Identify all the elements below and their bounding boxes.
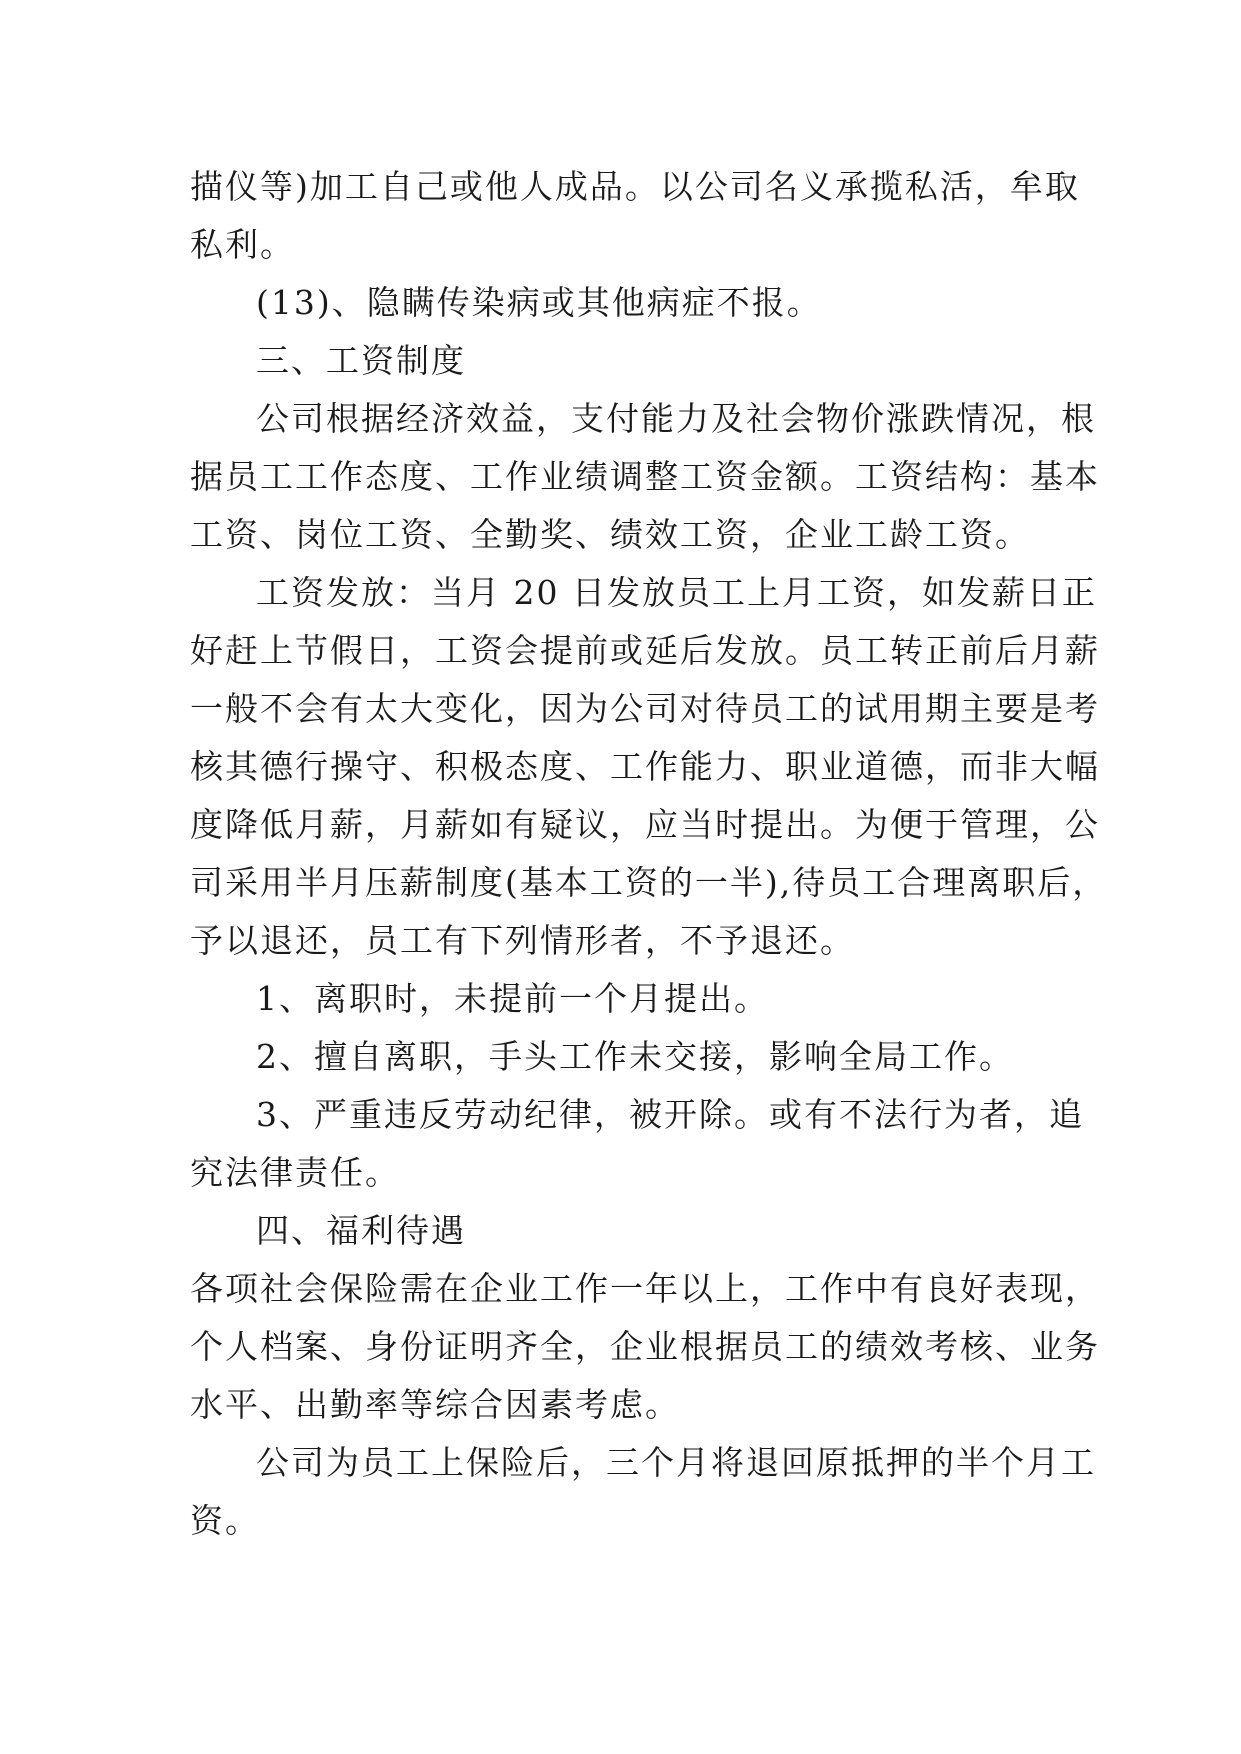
text-line: 好赶上节假日，工资会提前或延后发放。员工转正前后月薪 [190,631,1100,670]
text-line: 核其德行操守、积极态度、工作能力、职业道德，而非大幅 [190,747,1100,786]
text-line: 各项社会保险需在企业工作一年以上，工作中有良好表现， [190,1269,1100,1308]
text-line: 工资发放：当月 20 日发放员工上月工资，如发薪日正 [256,573,1097,612]
text-line: 司采用半月压薪制度(基本工资的一半),待员工合理离职后， [190,863,1108,902]
text-line: 个人档案、身份证明齐全，企业根据员工的绩效考核、业务 [190,1327,1100,1366]
text-line: 私利。 [190,225,295,264]
text-line: 工资、岗位工资、全勤奖、绩效工资，企业工龄工资。 [190,515,1030,554]
text-line: 公司根据经济效益，支付能力及社会物价涨跌情况，根 [256,399,1096,438]
text-line: 度降低月薪，月薪如有疑议，应当时提出。为便于管理，公 [190,805,1100,844]
document-page [190,158,1108,1550]
text-line: 四、福利待遇 [256,1211,466,1250]
text-line: 三、工资制度 [256,341,466,380]
text-line: 予以退还，员工有下列情形者，不予退还。 [190,921,855,960]
text-line: 水平、出勤率等综合因素考虑。 [190,1385,680,1424]
text-line: 描仪等)加工自己或他人成品。以公司名义承揽私活，牟取 [190,167,1080,206]
text-line: 2、擅自离职，手头工作未交接，影响全局工作。 [256,1037,1014,1076]
text-line: 一般不会有太大变化，因为公司对待员工的试用期主要是考 [190,689,1100,728]
text-line: 究法律责任。 [190,1153,400,1192]
text-line: 1、离职时，未提前一个月提出。 [256,979,769,1018]
text-line: 3、严重违反劳动纪律，被开除。或有不法行为者，追 [256,1095,1084,1134]
text-line: 据员工工作态度、工作业绩调整工资金额。工资结构：基本 [190,457,1100,496]
text-line: 资。 [190,1501,260,1540]
text-line: (13)、隐瞒传染病或其他病症不报。 [256,283,822,322]
text-line: 公司为员工上保险后，三个月将退回原抵押的半个月工 [256,1443,1096,1482]
